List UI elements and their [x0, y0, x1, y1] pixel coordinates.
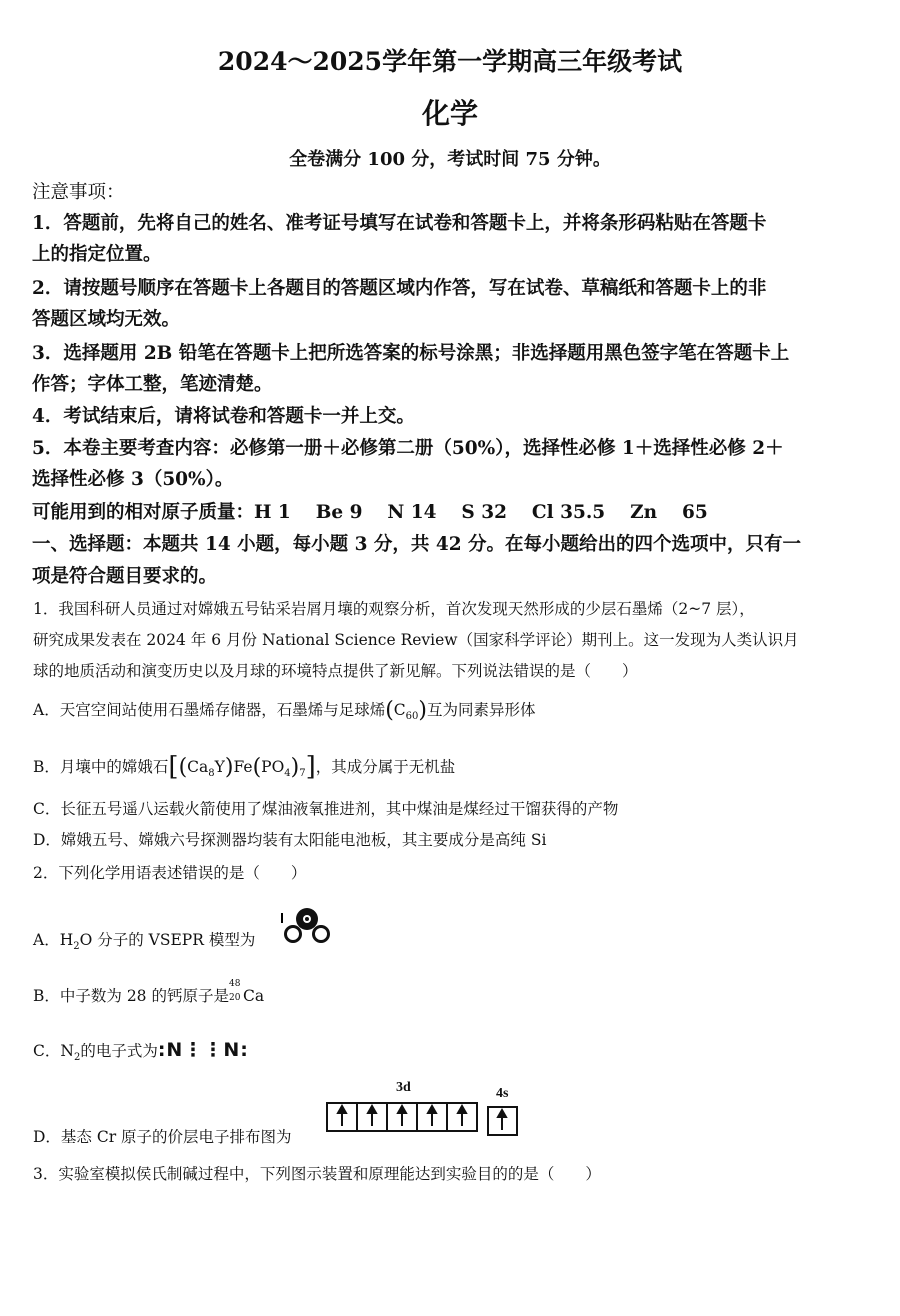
q1-option-a: A．天宫空间站使用石墨烯存储器，石墨烯与足球烯$(C_{60})$互为同素异形体	[33, 698, 536, 723]
note-line: 3．选择题用 2B 铅笔在答题卡上把所选答案的标号涂黑；非选择题用黑色签字笔在答题卡上	[32, 343, 790, 364]
n-subscript: 2	[73, 1052, 81, 1063]
po-subscript: 4	[284, 768, 291, 779]
c60-formula: C	[393, 701, 406, 719]
nuclide-numbers	[228, 979, 243, 1003]
label-3d: 3d	[396, 1080, 411, 1095]
q1-a-tail: 互为同素异形体	[427, 701, 536, 719]
atomic-number: 20	[228, 993, 241, 1003]
atomic-mass-line: 可能用到的相对原子质量：H 1 Be 9 N 14 S 32 Cl 35.5 Zn 65	[32, 502, 708, 523]
note-line: 5．本卷主要考查内容：必修第一册＋必修第二册（50%），选择性必修 1＋选择性必修 2＋	[32, 438, 784, 459]
q1-b-tail: ，其成分属于无机盐	[315, 758, 456, 776]
note-line: 选择性必修 3（50%）。	[32, 469, 234, 490]
q2-c-text: 的电子式为	[80, 1042, 158, 1060]
note-line: 4．考试结束后，请将试卷和答题卡一并上交。	[32, 406, 415, 427]
exam-title: 2024～2025学年第一学期高三年级考试	[217, 47, 683, 76]
q2-option-d: D．基态 Cr 原子的价层电子排布图为	[33, 1128, 292, 1146]
section-heading-cont: 项是符合题目要求的。	[32, 566, 218, 587]
vsepr-model-image	[280, 907, 336, 943]
ca-element: Ca	[242, 987, 265, 1005]
q1-option-d: D．嫦娥五号、嫦娥六号探测器均装有太阳能电池板，其主要成分是高纯 Si	[33, 831, 547, 849]
note-line: 作答；字体工整，笔迹清楚。	[32, 374, 273, 395]
notes-heading: 注意事项：	[32, 182, 125, 203]
q3-stem: 3．实验室模拟侯氏制碱过程中，下列图示装置和原理能达到实验目的的是（ ）	[33, 1165, 601, 1183]
c60-subscript: 60	[405, 711, 419, 722]
mass-number: 48	[228, 979, 241, 989]
po-symbol: PO	[261, 758, 285, 776]
section-heading: 一、选择题：本题共 14 小题，每小题 3 分，共 42 分。在每小题给出的四个选项中，只有一	[32, 534, 802, 555]
q2-c-label: C．	[33, 1042, 61, 1060]
h-subscript: 2	[73, 941, 80, 952]
h-symbol: H	[59, 931, 74, 949]
q2-a-label: A．	[33, 931, 60, 949]
q2-stem: 2．下列化学用语表述错误的是（ ）	[33, 864, 307, 882]
up-arrow-icon	[498, 1110, 506, 1130]
q1-option-c: C．长征五号遥八运载火箭使用了煤油液氧推进剂，其中煤油是煤经过干馏获得的产物	[33, 800, 619, 818]
subject-title: 化学	[421, 97, 478, 130]
q2-b-text: B．中子数为 28 的钙原子是	[33, 987, 229, 1005]
orbital-diagram	[325, 1100, 525, 1140]
label-4s: 4s	[496, 1086, 509, 1101]
q2-a-text: O 分子的 VSEPR 模型为	[79, 931, 256, 949]
q1-stem-line1: 1．我国科研人员通过对嫦娥五号钻采岩屑月壤的观察分析，首次发现天然形成的少层石墨烯（2~7 层），	[33, 600, 755, 618]
q2-option-a	[33, 928, 255, 952]
y-symbol: Y	[214, 758, 225, 776]
ca-symbol: Ca	[187, 758, 209, 776]
n-symbol: N	[60, 1042, 74, 1060]
q1-option-b: B．月壤中的嫦娥石$[(Ca_8Y)Fe(PO_4)_7]$，其成分属于无机盐	[33, 752, 456, 782]
ca-subscript: 8	[208, 768, 215, 779]
electron-formula: :N⋮⋮N:	[157, 1039, 249, 1061]
group-subscript: 7	[299, 768, 306, 779]
exam-info: 全卷满分 100 分，考试时间 75 分钟。	[289, 149, 611, 170]
note-line: 上的指定位置。	[32, 244, 162, 265]
q1-b-text: B．月壤中的嫦娥石	[33, 758, 169, 776]
note-line: 2．请按题号顺序在答题卡上各题目的答题区域内作答，写在试卷、草稿纸和答题卡上的非	[32, 278, 767, 299]
fe-symbol: Fe	[233, 758, 253, 776]
note-line: 答题区域均无效。	[32, 309, 181, 330]
q1-a-text: A．天宫空间站使用石墨烯存储器，石墨烯与足球烯	[33, 701, 386, 719]
q1-stem-line2: 研究成果发表在 2024 年 6 月份 National Science Review（国家科学评论）期刊上。这一发现为人类认识月	[33, 631, 799, 649]
q2-option-b	[33, 979, 265, 1006]
q1-stem-line3: 球的地质活动和演变历史以及月球的环境特点提供了新见解。下列说法错误的是（ ）	[33, 662, 638, 680]
note-line: 1．答题前，先将自己的姓名、准考证号填写在试卷和答题卡上，并将条形码粘贴在答题卡	[32, 213, 767, 234]
q2-option-c	[33, 1039, 249, 1063]
